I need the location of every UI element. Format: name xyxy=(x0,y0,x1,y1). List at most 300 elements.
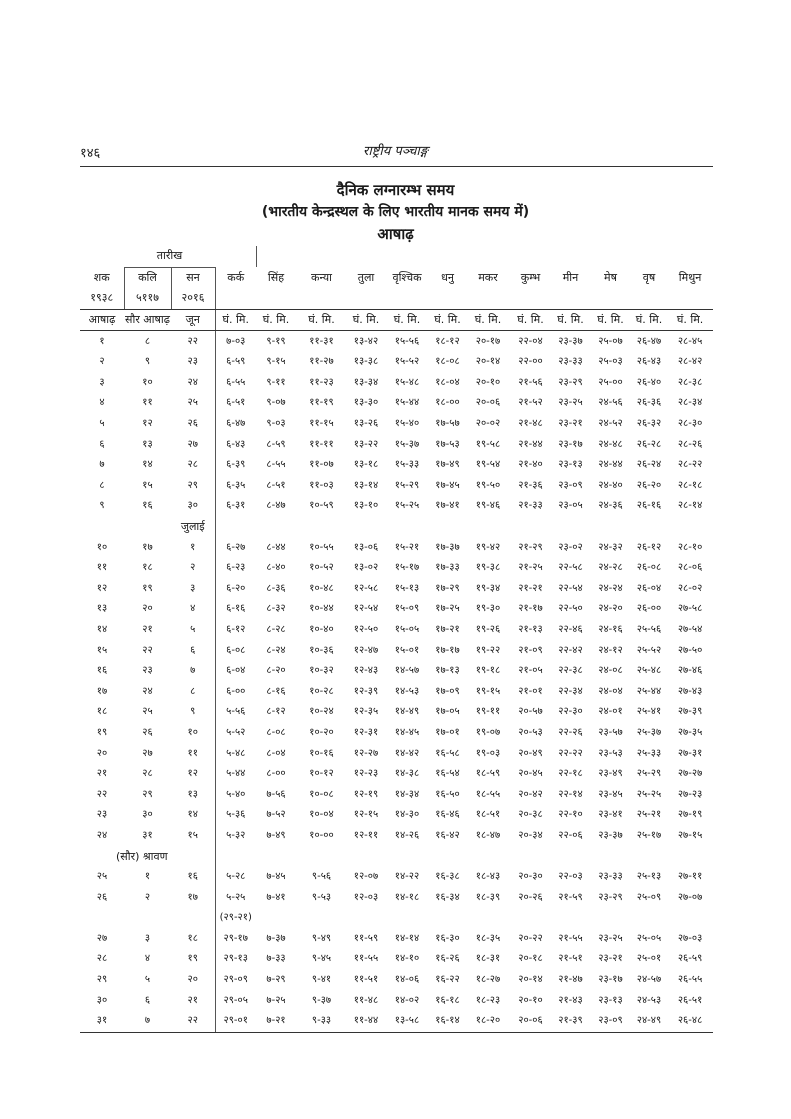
lagna-time: ७-०३ xyxy=(226,335,246,347)
lagna-col-header: मकर xyxy=(478,270,498,284)
lagna-time: २४-५३ xyxy=(636,994,662,1006)
lagna-time: १४-५३ xyxy=(394,685,420,697)
lagna-time: २३-२५ xyxy=(598,932,623,944)
lagna-time: २६-०४ xyxy=(636,582,662,594)
lagna-time: २८-२२ xyxy=(677,459,703,471)
lagna-time: २४-४९ xyxy=(631,1011,667,1032)
lagna-time: २१-५६ xyxy=(518,376,543,388)
lagna-time: १६-४२ xyxy=(435,829,460,841)
kali-date: २३ xyxy=(142,665,153,677)
lagna-time: १८-५९ xyxy=(475,768,501,780)
lagna-time: १५-४० xyxy=(394,418,420,430)
lagna-time: १४-१८ xyxy=(394,891,420,903)
lagna-time: २१-३३ xyxy=(518,500,543,512)
kali-date: २४ xyxy=(142,685,153,697)
lagna-time: २५-५६ xyxy=(636,623,662,635)
lagna-time: १९-११ xyxy=(475,706,501,718)
lagna-time: १६-३८ xyxy=(435,871,460,883)
lagna-time: २५-०७ xyxy=(598,335,623,347)
lagna-time: २४-३६ xyxy=(598,500,623,512)
table-row xyxy=(80,1011,713,1032)
lagna-time: ७-३३ xyxy=(266,953,286,965)
lagna-time: २१-३९ xyxy=(551,1011,590,1032)
lagna-time: ७-४९ xyxy=(266,829,286,841)
lagna-time: २६-४३ xyxy=(636,356,662,368)
lagna-col-header: मेष xyxy=(604,270,617,284)
lagna-time: १२-५० xyxy=(353,623,379,635)
lagna-time: १६-५८ xyxy=(435,747,460,759)
lagna-time: १३-०६ xyxy=(353,541,379,553)
year-cell: ५११७ xyxy=(124,288,171,309)
unit-cell: घं. मि. xyxy=(385,309,429,331)
lagna-time: २८-४२ xyxy=(677,356,703,368)
lagna-time: २०-५७ xyxy=(518,706,543,718)
table-row xyxy=(80,579,713,600)
lagna-time: ८-५९ xyxy=(266,438,286,450)
lagna-time: १४-०६ xyxy=(394,974,420,986)
lagna-time: २४-५२ xyxy=(598,418,623,430)
header-spacer xyxy=(215,246,256,267)
lagna-time: ११-५५ xyxy=(353,953,379,965)
lagna-time: २५-५२ xyxy=(636,644,662,656)
lagna-time: १३-२२ xyxy=(353,438,379,450)
lagna-time: २६-४७ xyxy=(636,335,662,347)
lagna-time: २६-१२ xyxy=(636,541,662,553)
saka-date: २४ xyxy=(96,829,108,841)
lagna-time: २१-४० xyxy=(518,459,543,471)
lagna-time: ८-२४ xyxy=(266,644,286,656)
lagna-time: १२-०७ xyxy=(353,871,379,883)
lagna-time: १९-०३ xyxy=(475,747,501,759)
lagna-time: २३-०२ xyxy=(558,541,583,553)
lagna-time: १६-४६ xyxy=(435,809,460,821)
lagna-col-header: तुला xyxy=(357,270,375,284)
kali-date: २८ xyxy=(142,768,153,780)
lagna-time: २४-०१ xyxy=(598,706,623,718)
lagna-time: १०-०४ xyxy=(309,809,334,821)
lagna-time: ११-२७ xyxy=(309,356,334,368)
lagna-time: २१-१७ xyxy=(518,603,543,615)
lagna-time: ९-३३ xyxy=(296,1011,347,1032)
lagna-time: २३-२१ xyxy=(598,953,623,965)
saka-date: १० xyxy=(96,541,108,553)
lagna-time: २८-४५ xyxy=(677,335,703,347)
lagna-time: २३-०५ xyxy=(558,500,583,512)
table-row xyxy=(80,805,713,826)
lagna-time: १८-१२ xyxy=(435,335,460,347)
kali-date: २० xyxy=(142,603,153,615)
lagna-time: २०-४२ xyxy=(518,788,543,800)
lagna-time: ९-५६ xyxy=(311,871,332,883)
lagna-time: २०-३० xyxy=(518,871,543,883)
saka-date: २५ xyxy=(96,871,108,883)
lagna-time: ८-४४ xyxy=(266,541,286,553)
lagna-time: २४-३२ xyxy=(598,541,623,553)
saka-date: ७ xyxy=(99,459,105,471)
lagna-time: १०-०० xyxy=(309,829,334,841)
table-row xyxy=(80,681,713,702)
year-cell: २०१६ xyxy=(171,288,215,309)
lagna-time: १९-३८ xyxy=(475,562,501,574)
kali-date: २६ xyxy=(142,726,153,738)
san-date: २४ xyxy=(171,373,215,394)
lagna-time: २१-५१ xyxy=(558,953,583,965)
lagna-time: १६-१८ xyxy=(435,994,460,1006)
lagna-time: २०-१० xyxy=(475,376,501,388)
lagna-time: ६-४७ xyxy=(226,418,246,430)
table-row xyxy=(80,970,713,991)
lagna-time: २४-५७ xyxy=(636,974,662,986)
lagna-time: १४-२६ xyxy=(394,829,420,841)
lagna-time: १३-३० xyxy=(353,397,379,409)
lagna-time: ११-०७ xyxy=(309,459,334,471)
lagna-time: २५-३३ xyxy=(636,747,662,759)
kali-date: ३० xyxy=(142,809,153,821)
lagna-time: २७-५० xyxy=(677,644,703,656)
lagna-time: २२-१४ xyxy=(558,788,583,800)
lagna-time: २२-१८ xyxy=(558,768,583,780)
lagna-time: २७-३५ xyxy=(677,726,703,738)
table-row xyxy=(80,352,713,373)
lagna-time: १४-०२ xyxy=(394,994,420,1006)
lagna-col-header: कुम्भ xyxy=(520,270,541,284)
lagna-time: २४-०८ xyxy=(598,665,623,677)
lagna-time: १३-२६ xyxy=(353,418,379,430)
lagna-time: २७-०७ xyxy=(677,891,703,903)
lagna-time: २५-४४ xyxy=(636,685,662,697)
lagna-time: १८-०४ xyxy=(435,376,460,388)
lagna-time: २९-१३ xyxy=(223,953,248,965)
lagna-time: ७-२९ xyxy=(266,974,286,986)
table-row xyxy=(80,331,713,352)
saka-date: १२ xyxy=(96,582,108,594)
month-name-cell: सौर आषाढ़ xyxy=(124,309,171,331)
lagna-time: ६-४३ xyxy=(226,438,246,450)
july-label: जुलाई xyxy=(171,517,215,538)
lagna-time: २६-०८ xyxy=(636,562,662,574)
lagna-time: २७-०३ xyxy=(677,932,703,944)
spacer xyxy=(171,846,215,867)
lagna-time: ९-११ xyxy=(266,376,286,388)
lagna-time: ८-१२ xyxy=(266,706,286,718)
lagna-time: १०-५९ xyxy=(309,500,334,512)
lagna-time: २४-२४ xyxy=(598,582,623,594)
lagna-time: २४-४४ xyxy=(598,459,623,471)
lagna-time: १३-३८ xyxy=(353,356,379,368)
lagna-time: २३-५७ xyxy=(598,726,623,738)
lagna-time: ६-५९ xyxy=(226,356,246,368)
shravan-label: (सौर) श्रावण xyxy=(116,849,168,863)
saka-date: १ xyxy=(99,335,105,347)
lagna-time: २६-२८ xyxy=(636,438,662,450)
lagna-time: १५-०१ xyxy=(394,644,420,656)
lagna-time: २५-०१ xyxy=(636,953,662,965)
saka-date: ३१ xyxy=(80,1011,124,1032)
spacer xyxy=(124,517,171,538)
lagna-time: १२-४३ xyxy=(353,665,379,677)
lagna-time: ११-४८ xyxy=(353,994,379,1006)
lagna-time: १३-०२ xyxy=(353,562,379,574)
lagna-time: २०-१७ xyxy=(475,335,501,347)
lagna-time: २९-१७ xyxy=(223,932,248,944)
lagna-time: २०-१० xyxy=(518,994,543,1006)
lagna-time: ८-५५ xyxy=(266,459,286,471)
lagna-time: ८-०८ xyxy=(266,726,286,738)
lagna-time: १७-२९ xyxy=(435,582,460,594)
lagna-time: २३-०९ xyxy=(590,1011,631,1032)
lagna-time: २१-२५ xyxy=(518,562,543,574)
lagna-time: २३-४५ xyxy=(598,788,623,800)
san-date: १३ xyxy=(171,784,215,805)
lagna-time: ११-५१ xyxy=(353,974,379,986)
lagna-time: १५-४४ xyxy=(394,397,420,409)
lagna-time: ८-१६ xyxy=(266,685,286,697)
spacer xyxy=(171,908,215,929)
lagna-time: २३-३७ xyxy=(558,335,583,347)
lagna-time: १०-३२ xyxy=(309,665,334,677)
table-row xyxy=(80,476,713,497)
kali-date: १८ xyxy=(142,562,153,574)
lagna-time: ८-०४ xyxy=(266,747,286,759)
month-name-cell: जून xyxy=(171,309,215,331)
lagna-time: १७-३७ xyxy=(435,541,460,553)
lagna-time: २६-१६ xyxy=(636,500,662,512)
lagna-time: १९-५० xyxy=(475,479,501,491)
unit-cell: घं. मि. xyxy=(215,309,256,331)
lagna-time: २३-३७ xyxy=(598,829,623,841)
lagna-time: ९-४१ xyxy=(311,974,332,986)
table-row xyxy=(80,434,713,455)
lagna-time: १९-४२ xyxy=(475,541,501,553)
lagna-time: ८-४७ xyxy=(266,500,286,512)
lagna-time: २६-२० xyxy=(636,479,662,491)
lagna-time: १३-१८ xyxy=(353,459,379,471)
san-date: १५ xyxy=(171,826,215,847)
lagna-time: १७-२१ xyxy=(435,623,460,635)
kali-date: ५ xyxy=(144,974,151,986)
lagna-time: ७-५६ xyxy=(266,788,286,800)
header-rule xyxy=(80,166,713,167)
lagna-time: १८-५५ xyxy=(475,788,501,800)
saka-date: ६ xyxy=(99,438,105,450)
lagna-time: ११-५९ xyxy=(353,932,379,944)
spacer xyxy=(124,908,171,929)
lagna-time: ९-०७ xyxy=(266,397,286,409)
lagna-time: १४-३० xyxy=(394,809,420,821)
table-subtitle: (भारतीय केन्द्रस्थल के लिए भारतीय मानक समय में) xyxy=(261,204,530,220)
table-row xyxy=(80,702,713,723)
unit-cell: घं. मि. xyxy=(347,309,385,331)
lagna-time: ५-५६ xyxy=(226,706,246,718)
lagna-time: १२-१९ xyxy=(353,788,379,800)
san-date: २९ xyxy=(171,476,215,497)
lagna-time: १४-२२ xyxy=(394,871,420,883)
lagna-time: २२-२२ xyxy=(558,747,583,759)
header-spacer xyxy=(80,246,124,267)
table-row xyxy=(80,558,713,579)
table-row xyxy=(80,414,713,435)
lagna-time: १०-५५ xyxy=(309,541,334,553)
lagna-time: २१-४४ xyxy=(518,438,543,450)
san-date: ११ xyxy=(171,743,215,764)
san-date: २३ xyxy=(171,352,215,373)
saka-date: ९ xyxy=(99,500,105,512)
lagna-time: १४-४५ xyxy=(394,726,420,738)
table-row xyxy=(80,887,713,908)
lagna-time: २१-२१ xyxy=(518,582,543,594)
san-date: २७ xyxy=(171,434,215,455)
san-date: १ xyxy=(171,537,215,558)
lagna-time: ५-३२ xyxy=(226,829,246,841)
lagna-time: २१-२९ xyxy=(518,541,543,553)
header-group-row xyxy=(80,246,713,267)
lagna-time: २२-०३ xyxy=(558,871,583,883)
lagna-col-header: वृष xyxy=(642,270,656,284)
lagna-time: १०-४० xyxy=(309,623,334,635)
lagna-time: १२-११ xyxy=(353,829,379,841)
year-cell: १९३८ xyxy=(80,288,124,309)
lagna-time: ५-२५ xyxy=(226,891,246,903)
lagna-time: २१-५९ xyxy=(558,891,583,903)
lagna-time: २४-१६ xyxy=(598,623,623,635)
lagna-time: १९-१५ xyxy=(475,685,501,697)
lagna-time: २३-२९ xyxy=(598,891,623,903)
kali-date: २१ xyxy=(142,623,153,635)
lagna-time: १८-२३ xyxy=(475,994,501,1006)
san-date: ७ xyxy=(171,661,215,682)
table-row xyxy=(80,949,713,970)
lagna-time: १२-४७ xyxy=(353,644,379,656)
kali-date: ८ xyxy=(144,335,151,347)
table-row xyxy=(80,373,713,394)
kali-date: १६ xyxy=(142,500,153,512)
date-col-header: सन xyxy=(171,267,215,288)
lagna-time: ८-२८ xyxy=(266,623,286,635)
lagna-col-header: मीन xyxy=(562,270,579,284)
lagna-time: १५-१३ xyxy=(394,582,420,594)
san-date: १८ xyxy=(171,929,215,950)
lagna-time: २१-०१ xyxy=(518,685,543,697)
shift-note-row xyxy=(80,908,713,929)
lagna-time: १६-२२ xyxy=(435,974,460,986)
lagna-time: २७-११ xyxy=(677,871,703,883)
lagna-time: १२-१५ xyxy=(353,809,379,821)
july-label-row xyxy=(80,517,713,538)
lagna-time: २०-२२ xyxy=(518,932,543,944)
lagna-time: ६-१६ xyxy=(226,603,246,615)
lagna-time: १२-३१ xyxy=(353,726,379,738)
lagna-time: २५-०९ xyxy=(636,891,662,903)
saka-date: २८ xyxy=(96,953,108,965)
lagna-time: ९-३७ xyxy=(311,994,332,1006)
lagna-time: २०-२६ xyxy=(518,891,543,903)
lagna-time: २७-५८ xyxy=(677,603,703,615)
lagna-time: ६-०८ xyxy=(226,644,246,656)
lagna-time: १२-५८ xyxy=(353,582,379,594)
lagna-time: ५-२८ xyxy=(226,871,246,883)
table-row xyxy=(80,599,713,620)
lagna-time: २२-५० xyxy=(558,603,583,615)
lagna-time: १४-१० xyxy=(394,953,420,965)
kali-date: ४ xyxy=(144,953,151,965)
lagna-time: १७-१७ xyxy=(435,644,460,656)
table-row xyxy=(80,723,713,744)
lagna-time: १५-३७ xyxy=(394,438,420,450)
lagna-col-header: कर्क xyxy=(227,270,245,284)
lagna-time: २८-०६ xyxy=(677,562,703,574)
kali-date: ११ xyxy=(142,397,153,409)
lagna-time: २७-४६ xyxy=(677,665,703,677)
lagna-col-header: सिंह xyxy=(267,270,285,284)
table-row xyxy=(80,764,713,785)
san-date: ९ xyxy=(171,702,215,723)
lagna-time: १०-१२ xyxy=(309,768,334,780)
lagna-time: ६-२३ xyxy=(226,562,246,574)
table-row xyxy=(80,929,713,950)
lagna-time: १८-३५ xyxy=(475,932,501,944)
lagna-time: २०-१४ xyxy=(475,356,501,368)
lagna-time: ६-२७ xyxy=(226,541,246,553)
lagna-time: १४-४२ xyxy=(394,747,420,759)
lagna-time: २६-५५ xyxy=(677,974,703,986)
table-row xyxy=(80,496,713,517)
lagna-time: २४-४० xyxy=(598,479,623,491)
lagna-time: २४-२८ xyxy=(598,562,623,574)
kali-date: १५ xyxy=(142,479,153,491)
lagna-time: ९-१९ xyxy=(266,335,286,347)
lagna-time: १६-३४ xyxy=(435,891,460,903)
lagna-col-header: मिथुन xyxy=(678,270,702,284)
lagna-time: ८-३२ xyxy=(266,603,286,615)
kali-date: ३१ xyxy=(142,829,153,841)
table-row xyxy=(80,867,713,888)
lagna-time: २५-३७ xyxy=(636,726,662,738)
saka-date: २१ xyxy=(96,768,108,780)
lagna-time: २८-१० xyxy=(677,541,703,553)
lagna-time: १६-३० xyxy=(435,932,460,944)
kali-date: १४ xyxy=(142,459,153,471)
san-date: ४ xyxy=(171,599,215,620)
kali-date: १७ xyxy=(142,541,153,553)
lagna-time: १७-२५ xyxy=(435,603,460,615)
lagna-time: २६-३२ xyxy=(636,418,662,430)
lagna-time: १७-४५ xyxy=(435,479,460,491)
lagna-time: २२-०४ xyxy=(518,335,543,347)
lagna-time: १९-३० xyxy=(475,603,501,615)
lagna-time: २३-२१ xyxy=(558,418,583,430)
kali-date: १ xyxy=(144,871,151,883)
saka-date: १५ xyxy=(96,644,108,656)
header-spacer xyxy=(256,246,713,267)
lagna-time: १८-०८ xyxy=(435,356,460,368)
lagna-time: १०-१६ xyxy=(309,747,334,759)
lagna-time: २५-१७ xyxy=(636,829,662,841)
saka-date: १९ xyxy=(96,726,108,738)
lagna-time: ६-३५ xyxy=(226,479,246,491)
saka-date: १८ xyxy=(96,706,108,718)
san-date: ५ xyxy=(171,620,215,641)
date-col-header: शक xyxy=(80,267,124,288)
lagna-time: २२-१० xyxy=(558,809,583,821)
header-names-row xyxy=(80,267,713,288)
lagna-time: १६-१४ xyxy=(429,1011,466,1032)
lagna-time: १५-०५ xyxy=(394,623,420,635)
header-spacer xyxy=(215,288,713,309)
lagna-time: २२-३४ xyxy=(558,685,583,697)
lagna-time: ९-४९ xyxy=(311,932,332,944)
lagna-time: २०-०२ xyxy=(475,418,501,430)
lagna-time: २९-०१ xyxy=(215,1011,256,1032)
